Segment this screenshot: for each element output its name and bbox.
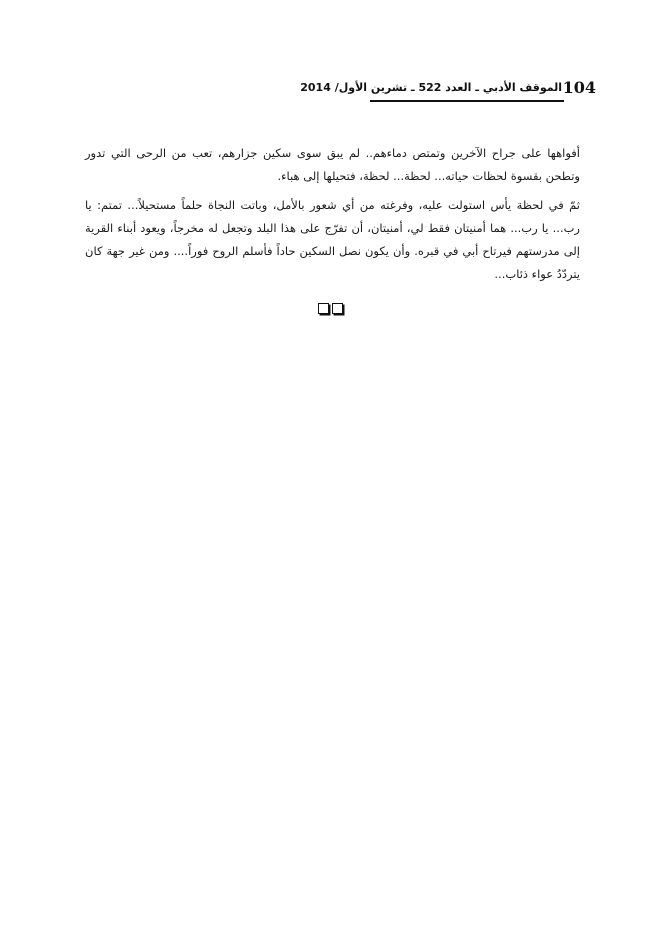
paragraph-2: ثمّ في لحظة يأس استولت عليه، وفرغته من أي شعور بالأمل، وباتت النجاة حلماً مستحيلاً... تمتم: يا رب... يا رب... هما أمنيتان فقط لي، أمنيتان، أن تفرّج على هذا البلد وتجعل له مخرجاً، ويعود أبناء القرية إلى مدرستهم فيرتاح أبي في قبره. وأن يكون نصل السكين حاداً فأسلم الروح فوراً.... ومن غير جهة كان يتردّدُ عواء ذئاب...: [85, 198, 580, 281]
page-header: [300, 78, 596, 102]
article-body: [85, 142, 580, 292]
page-number: 104: [562, 78, 596, 97]
ornament-square-right: [332, 303, 343, 314]
ornament-square-left: [318, 303, 329, 314]
header-rule: [370, 100, 564, 102]
paragraph-1: أفواهها على جراح الآخرين وتمتص دماءهم.. لم يبق سوى سكين جزارهم، تعب من الرحى التي تدور وتطحن بقسوة لحظات حياته... لحظة... لحظة، فتحيلها إلى هباء.: [85, 146, 580, 183]
double-square-ornament-icon: [318, 303, 344, 315]
running-head: الموقف الأدبي ـ العدد 522 ـ تشرين الأول/ 2014: [300, 81, 562, 94]
